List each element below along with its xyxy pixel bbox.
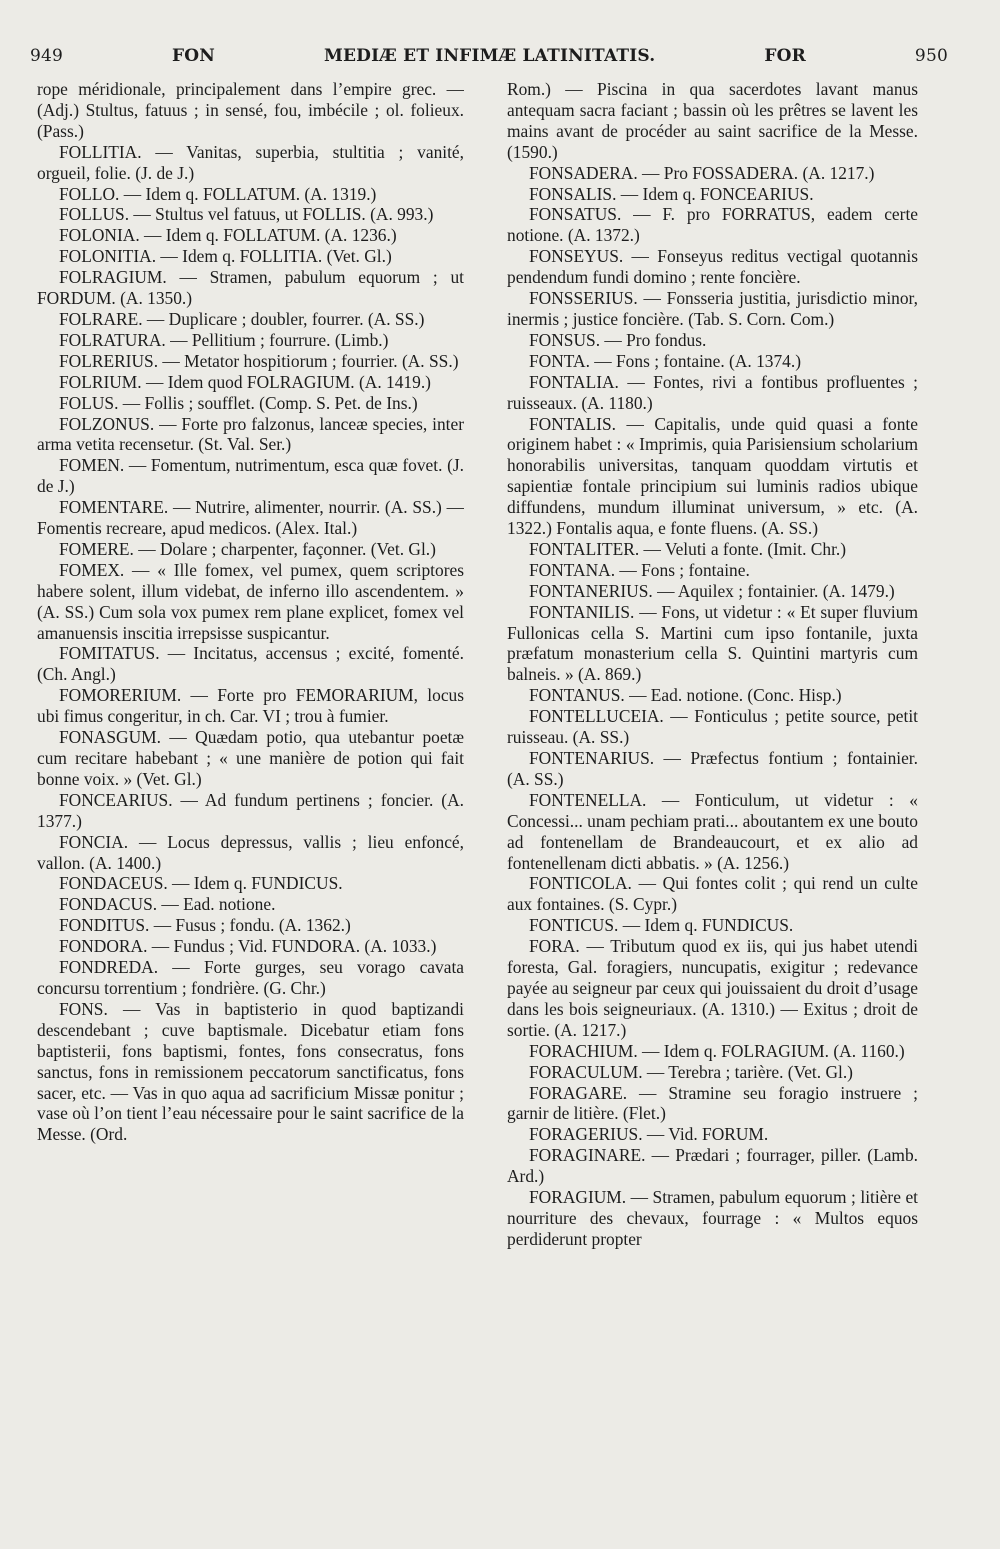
dictionary-entry: FONTALIA. — Fontes, rivi a fontibus profluentes ; ruisseaux. (A. 1180.)	[507, 371, 918, 413]
running-header	[30, 46, 948, 66]
dictionary-entry: FONSATUS. — F. pro FORRATUS, eadem certe notione. (A. 1372.)	[507, 204, 918, 246]
dictionary-entry: FONTANUS. — Ead. notione. (Conc. Hisp.)	[529, 685, 842, 706]
dictionary-entry: FONTENARIUS. — Præfectus fontium ; fontainier. (A. SS.)	[507, 748, 918, 789]
dictionary-entry: FONSUS. — Pro fondus.	[529, 329, 707, 350]
dictionary-entry: FONDACEUS. — Idem q. FUNDICUS.	[59, 873, 343, 894]
dictionary-entry: FONSEYUS. — Fonseyus reditus vectigal quotannis pendendum fundi domino ; rente foncière.	[507, 246, 918, 288]
dictionary-entry: FOLRIUM. — Idem quod FOLRAGIUM. (A. 1419.)	[59, 371, 431, 392]
left-column	[37, 79, 464, 1519]
dictionary-entry: FORACULUM. — Terebra ; tarière. (Vet. Gl.)	[529, 1061, 853, 1082]
dictionary-entry: FORAGERIUS. — Vid. FORUM.	[529, 1124, 769, 1145]
dictionary-entry: FOMENTARE. — Nutrire, alimenter, nourrir. (A. SS.) — Fomentis recreare, apud medicos. (Alex. Ital.)	[37, 497, 464, 539]
dictionary-entry: FONASGUM. — Quædam potio, qua utebantur poetæ cum recitare habebant ; « une manière de potion qui fait bonne voix. » (Vet. Gl.)	[37, 727, 464, 789]
dictionary-entry: FORAGINARE. — Prædari ; fourrager, piller. (Lamb. Ard.)	[507, 1145, 918, 1187]
dictionary-entry: FONS. — Vas in baptisterio in quod baptizandi descendebant ; cuve baptismale. Dicebatur etiam fons baptisterii, fons baptismi, fontes, fons consecratus, fons sanctus, fons in remissionem peccatorum sanctificatus, fons sacer, etc. — Vas in quo aqua ad sacrificium Missæ ponitur ; vase où l’on tient l’eau nécessaire pour le saint sacrifice de la Messe. (Ord.	[37, 998, 464, 1145]
dictionary-entry: FONSADERA. — Pro FOSSADERA. (A. 1217.)	[529, 162, 875, 183]
page-number-right: 950	[914, 46, 948, 66]
dictionary-entry: FONTANA. — Fons ; fontaine.	[529, 559, 750, 580]
dictionary-entry: FORACHIUM. — Idem q. FOLRAGIUM. (A. 1160.)	[529, 1040, 905, 1061]
dictionary-entry: FORAGARE. — Stramine seu foragio instruere ; garnir de litière. (Flet.)	[507, 1082, 918, 1124]
dictionary-entry: FOMEX. — « Ille fomex, vel pumex, quem scriptores habere solent, illum videbat, de inferno illo ascendentem. » (A. SS.) Cum sola vox pumex rem plane explicet, fomex vel amanuensis inscitia irrepsisse suspicantur.	[37, 559, 464, 643]
dictionary-entry: FONSALIS. — Idem q. FONCEARIUS.	[529, 183, 814, 204]
dictionary-entry: FONTA. — Fons ; fontaine. (A. 1374.)	[529, 350, 802, 371]
dictionary-entry: FOMERE. — Dolare ; charpenter, façonner. (Vet. Gl.)	[59, 538, 436, 559]
dictionary-entry: FONTANILIS. — Fons, ut videtur : « Et super fluvium Fullonicas cella S. Martini cum ipso fontanile, juxta præfatum monasterium cella S. Quintini martyris cum balneis. » (A. 869.)	[507, 601, 918, 685]
dictionary-entry: FONCEARIUS. — Ad fundum pertinens ; foncier. (A. 1377.)	[37, 789, 464, 831]
dictionary-entry: FOLRERIUS. — Metator hospitiorum ; fourrier. (A. SS.)	[59, 350, 459, 371]
dictionary-entry: FONTICOLA. — Qui fontes colit ; qui rend un culte aux fontaines. (S. Cypr.)	[507, 873, 918, 915]
dictionary-entry: FOLLUS. — Stultus vel fatuus, ut FOLLIS. (A. 993.)	[59, 204, 434, 225]
dictionary-entry: FONTICUS. — Idem q. FUNDICUS.	[529, 915, 794, 936]
dictionary-entry: FONTENELLA. — Fonticulum, ut videtur : « Concessi... unam pechiam prati... aboutantem ex une bouto ad fontenellam de Brandeaucourt, et ex alio ad fontenellenam dicti abbatis. » (A. 1256.)	[507, 789, 918, 873]
dictionary-entry: FONDORA. — Fundus ; Vid. FUNDORA. (A. 1033.)	[59, 936, 437, 957]
dictionary-entry: FOLZONUS. — Forte pro falzonus, lanceæ species, inter arma vetita recensetur. (St. Val. Ser.)	[37, 413, 464, 455]
dictionary-entry: FOLONIA. — Idem q. FOLLATUM. (A. 1236.)	[59, 225, 397, 246]
dictionary-entry: FOLLITIA. — Vanitas, superbia, stultitia ; vanité, orgueil, folie. (J. de J.)	[37, 141, 464, 183]
dictionary-entry: FOLUS. — Follis ; soufflet. (Comp. S. Pet. de Ins.)	[59, 392, 418, 413]
dictionary-entry: FONTANERIUS. — Aquilex ; fontainier. (A. 1479.)	[529, 580, 895, 601]
dictionary-entry: FORAGIUM. — Stramen, pabulum equorum ; litière et nourriture des chevaux, fourrage : « Multos equos perdiderunt propter	[507, 1187, 918, 1249]
dictionary-entry: FONSSERIUS. — Fonsseria justitia, jurisdictio minor, inermis ; justice foncière. (Tab. S. Corn. Com.)	[507, 288, 918, 329]
dictionary-entry: rope méridionale, principalement dans l’empire grec. — (Adj.) Stultus, fatuus ; in sensé, fou, imbécile ; ol. folieux. (Pass.)	[37, 79, 464, 141]
dictionary-entry: FORA. — Tributum quod ex iis, qui jus habet utendi foresta, Gal. foragiers, nuncupatis, exigitur ; redevance payée au seigneur par ceux qui jouissaient du droit d’usage dans les bois seigneuriaux. (A. 1310.) — Exitus ; droit de sortie. (A. 1217.)	[507, 936, 918, 1040]
dictionary-entry: FONDITUS. — Fusus ; fondu. (A. 1362.)	[59, 915, 351, 936]
dictionary-entry: FOMITATUS. — Incitatus, accensus ; excité, fomenté. (Ch. Angl.)	[37, 643, 464, 685]
dictionary-entry: FOLRAGIUM. — Stramen, pabulum equorum ; ut FORDUM. (A. 1350.)	[37, 267, 464, 309]
dictionary-entry: FOLLO. — Idem q. FOLLATUM. (A. 1319.)	[59, 183, 377, 204]
dictionary-entry: FOLRARE. — Duplicare ; doubler, fourrer. (A. SS.)	[59, 308, 425, 329]
header-left-word: FON	[172, 46, 216, 66]
dictionary-entry: FOLONITIA. — Idem q. FOLLITIA. (Vet. Gl.)	[59, 246, 392, 267]
right-column	[507, 79, 918, 1519]
header-right-word: FOR	[764, 46, 806, 66]
dictionary-entry: FONDACUS. — Ead. notione.	[59, 894, 276, 915]
dictionary-entry: FOMORERIUM. — Forte pro FEMORARIUM, locus ubi fimus congeritur, in ch. Car. VI ; trou à fumier.	[37, 685, 464, 727]
dictionary-entry: FONDREDA. — Forte gurges, seu vorago cavata concursu torrentium ; fondrière. (G. Chr.)	[37, 957, 464, 998]
dictionary-entry: FONTALITER. — Veluti a fonte. (Imit. Chr.)	[529, 538, 847, 559]
header-title: MEDIÆ ET INFIMÆ LATINITATIS.	[324, 46, 656, 66]
dictionary-entry: FONTALIS. — Capitalis, unde quid quasi a fonte originem habet : « Imprimis, quia Parisiensium scholarium honorabilis universitas, tanquam quoddam virtutis et sapientiæ fontale principium sui luminis radios ubique diffundens, mundum illuminat universum, » etc. (A. 1322.) Fontalis aqua, e fonte fluens. (A. SS.)	[507, 413, 918, 539]
page-number-left: 949	[30, 46, 64, 66]
dictionary-entry: FOLRATURA. — Pellitium ; fourrure. (Limb.)	[59, 329, 389, 350]
dictionary-entry: FONTELLUCEIA. — Fonticulus ; petite source, petit ruisseau. (A. SS.)	[507, 706, 918, 748]
dictionary-entry: FONCIA. — Locus depressus, vallis ; lieu enfoncé, vallon. (A. 1400.)	[37, 831, 464, 873]
dictionary-entry: FOMEN. — Fomentum, nutrimentum, esca quæ fovet. (J. de J.)	[37, 455, 464, 497]
dictionary-entry: Rom.) — Piscina in qua sacerdotes lavant manus antequam sacra faciant ; bassin où les prêtres se lavent les mains avant de procéder au saint sacrifice de la Messe. (1590.)	[507, 79, 918, 162]
